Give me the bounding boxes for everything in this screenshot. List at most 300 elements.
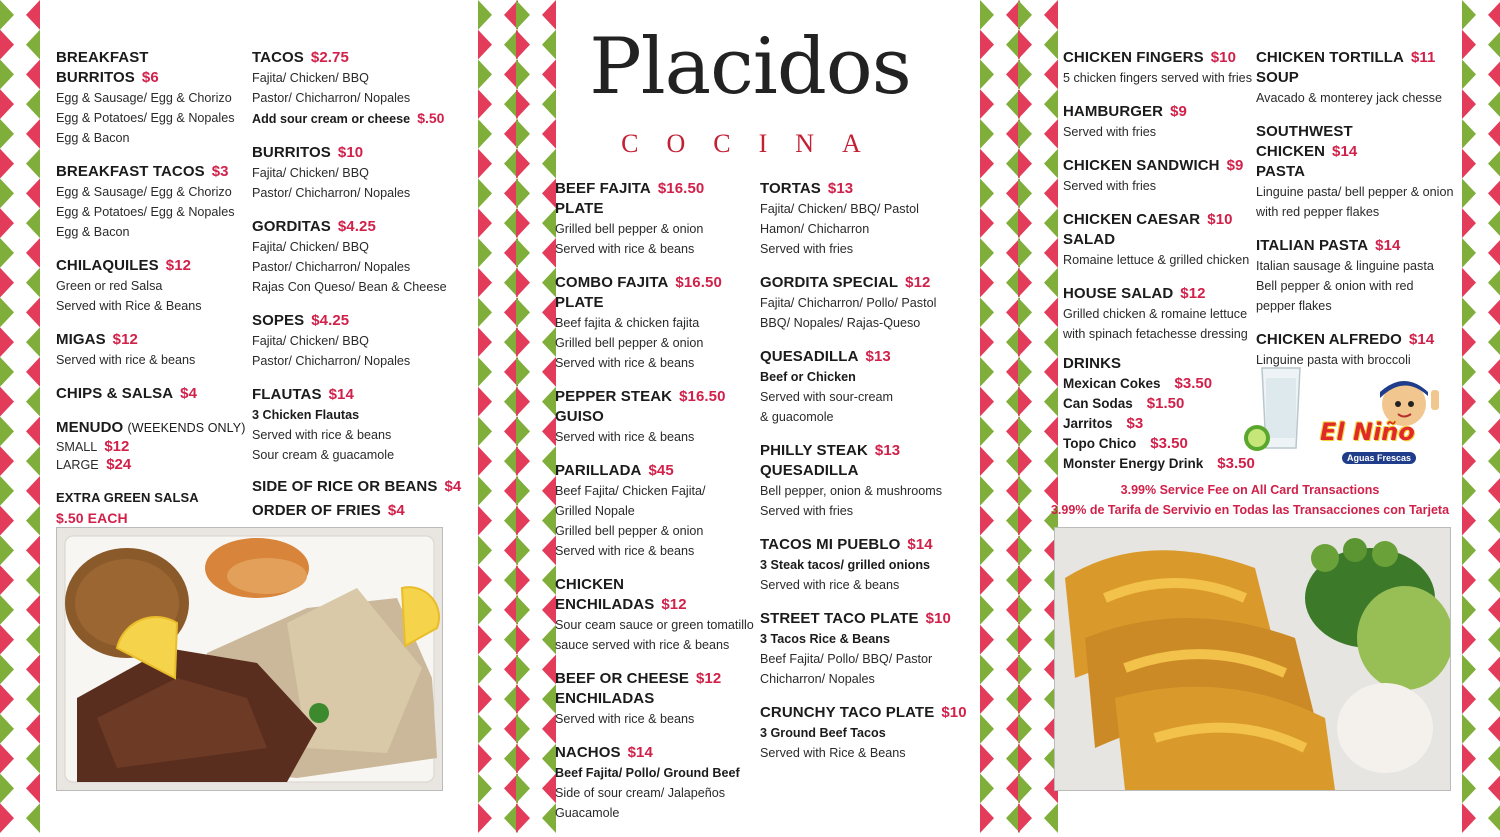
item-description: Pastor/ Chicharron/ Nopales — [252, 91, 411, 105]
border-triangle — [542, 208, 556, 238]
border-triangle — [980, 357, 994, 387]
border-triangle — [478, 60, 492, 90]
border-triangle — [478, 0, 492, 30]
border-triangle — [26, 625, 40, 655]
border-triangle — [478, 298, 492, 328]
border-triangle — [1462, 774, 1476, 804]
item-price: $12 — [695, 670, 722, 687]
item-name-row — [760, 609, 970, 629]
menu-item — [760, 703, 970, 763]
border-triangle — [26, 149, 40, 179]
border-triangle — [1018, 89, 1032, 119]
menu-item — [56, 162, 246, 242]
item-description: Fajita/ Chicken/ BBQ — [252, 166, 369, 180]
border-triangle — [1488, 714, 1500, 744]
side-name: ORDER OF FRIES — [252, 502, 381, 519]
border-triangle — [1018, 476, 1032, 506]
item-description: Served with Rice & Beans — [760, 746, 906, 760]
item-description: pepper flakes — [1256, 299, 1332, 313]
item-highlight: 3 Chicken Flautas — [252, 408, 360, 422]
item-price: $13 — [865, 348, 891, 365]
border-triangle — [478, 565, 492, 595]
border-triangle — [1462, 179, 1476, 209]
item-name: ITALIAN PASTA — [1256, 237, 1369, 254]
item-name-row — [1256, 48, 1456, 68]
item-name: TORTAS — [760, 180, 821, 197]
menu-item — [555, 575, 755, 655]
item-description: Grilled chicken & romaine lettuce — [1063, 307, 1248, 321]
item-name-row — [555, 743, 755, 763]
item-price: $3 — [211, 163, 229, 180]
menu-item — [555, 461, 755, 561]
border-triangle — [0, 446, 14, 476]
item-name-row — [760, 179, 970, 199]
border-triangle — [1462, 476, 1476, 506]
menu-item — [252, 48, 467, 129]
border-triangle — [1488, 625, 1500, 655]
item-name: SOPES — [252, 312, 305, 329]
border-triangle — [516, 803, 530, 833]
item-description: Fajita/ Chicken/ BBQ — [252, 334, 369, 348]
border-triangle — [542, 595, 556, 625]
item-name: MIGAS — [56, 331, 106, 348]
border-triangle — [542, 714, 556, 744]
border-triangle — [1044, 238, 1058, 268]
item-description: Served with fries — [1063, 125, 1157, 139]
border-triangle — [1018, 119, 1032, 149]
item-name-row — [760, 703, 970, 723]
border-triangle — [1018, 446, 1032, 476]
item-highlight: 3 Ground Beef Tacos — [760, 726, 886, 740]
border-triangle — [1488, 208, 1500, 238]
menu-item — [56, 48, 246, 148]
item-price: $4.25 — [311, 312, 350, 329]
menu-item — [56, 384, 246, 404]
border-triangle — [516, 387, 530, 417]
item-description: Bell pepper, onion & mushrooms — [760, 484, 943, 498]
border-triangle — [980, 684, 994, 714]
item-price: $10 — [337, 144, 364, 161]
border-triangle — [980, 744, 994, 774]
border-triangle — [1462, 89, 1476, 119]
item-price: $2.75 — [310, 49, 349, 66]
item-price: $45 — [648, 462, 674, 479]
border-triangle — [1462, 149, 1476, 179]
item-name-row — [56, 256, 246, 276]
border-triangle — [1018, 327, 1032, 357]
border-triangle — [478, 327, 492, 357]
item-description: Sour ceam sauce or green tomatillo — [555, 618, 754, 632]
item-addon — [252, 108, 467, 129]
item-name: CHICKEN ENCHILADAS — [555, 576, 655, 613]
addon-text: Add sour cream or cheese — [252, 112, 411, 126]
border-triangle — [1018, 655, 1032, 685]
item-name-cont: SALAD — [1063, 231, 1116, 248]
border-triangle — [1488, 536, 1500, 566]
item-highlight: 3 Tacos Rice & Beans — [760, 632, 890, 646]
item-name-row — [252, 48, 467, 68]
item-name-row — [555, 179, 755, 199]
menu-item — [1063, 210, 1253, 270]
item-name: FLAUTAS — [252, 386, 322, 403]
item-price: $9 — [1226, 157, 1244, 174]
item-name-row — [760, 535, 970, 555]
drink-name: Monster Energy Drink — [1063, 456, 1204, 471]
border-triangle — [542, 684, 556, 714]
item-description: Fajita/ Chicken/ BBQ/ Pastol — [760, 202, 919, 216]
drink-price: $3 — [1126, 415, 1144, 432]
item-name-row — [56, 330, 246, 350]
item-name: CRUNCHY TACO PLATE — [760, 704, 935, 721]
extra-salsa-name: EXTRA GREEN SALSA — [56, 490, 199, 505]
menudo-note: (WEEKENDS ONLY) — [127, 421, 246, 435]
side-item — [252, 477, 467, 497]
border-triangle — [1488, 446, 1500, 476]
item-description: with red pepper flakes — [1256, 205, 1380, 219]
item-name: GORDITA SPECIAL — [760, 274, 899, 291]
item-price: $14 — [1408, 331, 1435, 348]
border-triangle — [980, 119, 994, 149]
border-triangle — [516, 446, 530, 476]
border-triangle — [516, 357, 530, 387]
drink-item — [1063, 374, 1263, 394]
border-triangle — [1018, 417, 1032, 447]
menu-item — [1063, 156, 1253, 196]
border-triangle — [0, 714, 14, 744]
border-triangle — [26, 803, 40, 833]
border-triangle — [1488, 0, 1500, 30]
item-description: Served with fries — [760, 242, 854, 256]
service-fee-spanish: 3.99% de Tarifa de Servivio en Todas las Transacciones con Tarjeta — [1050, 503, 1450, 517]
item-name: PARILLADA — [555, 462, 642, 479]
border-triangle — [26, 298, 40, 328]
border-triangle — [516, 30, 530, 60]
item-price: $10 — [925, 610, 951, 627]
item-description: Served with rice & beans — [555, 356, 695, 370]
border-triangle — [516, 0, 530, 30]
menu-item-menudo — [56, 418, 246, 474]
item-name-row — [56, 384, 246, 404]
border-triangle — [0, 208, 14, 238]
menu-item — [760, 179, 970, 259]
el-nino-logo — [1316, 370, 1446, 470]
border-triangle — [542, 60, 556, 90]
border-triangle — [1488, 149, 1500, 179]
border-triangle — [980, 595, 994, 625]
border-triangle — [516, 89, 530, 119]
drink-item — [1063, 454, 1263, 474]
border-triangle — [0, 655, 14, 685]
border-triangle — [516, 417, 530, 447]
menu-item — [252, 217, 467, 297]
item-price: $14 — [627, 744, 653, 761]
border-triangle — [26, 595, 40, 625]
item-name-row — [760, 273, 970, 293]
border-triangle — [1488, 595, 1500, 625]
item-description: Served with rice & beans — [555, 242, 695, 256]
item-name-row — [760, 347, 970, 367]
border-triangle — [1018, 684, 1032, 714]
item-name-row — [252, 385, 467, 405]
side-price: $4 — [444, 478, 462, 495]
item-description: Fajita/ Chicken/ BBQ — [252, 71, 369, 85]
border-triangle — [1044, 298, 1058, 328]
divider-pattern-2 — [516, 0, 556, 833]
border-triangle — [542, 774, 556, 804]
border-triangle — [980, 208, 994, 238]
border-triangle — [26, 357, 40, 387]
border-triangle — [542, 506, 556, 536]
border-triangle — [1488, 744, 1500, 774]
border-triangle — [980, 714, 994, 744]
border-triangle — [478, 387, 492, 417]
item-price: $6 — [141, 69, 159, 86]
border-triangle — [1488, 565, 1500, 595]
border-triangle — [1488, 476, 1500, 506]
border-triangle — [980, 565, 994, 595]
drink-name: Topo Chico — [1063, 436, 1137, 451]
border-triangle — [1488, 387, 1500, 417]
item-name: CHICKEN TORTILLA — [1256, 49, 1404, 66]
border-triangle — [0, 684, 14, 714]
border-triangle — [1018, 536, 1032, 566]
service-fee-english: 3.99% Service Fee on All Card Transactions — [1120, 483, 1380, 497]
brand-title: Placidos — [589, 22, 911, 112]
border-triangle — [542, 565, 556, 595]
border-triangle — [516, 714, 530, 744]
menudo-small-label: SMALL — [56, 440, 97, 454]
border-triangle — [26, 565, 40, 595]
drink-price: $3.50 — [1217, 455, 1255, 472]
left-border-pattern — [0, 0, 40, 833]
border-triangle — [26, 506, 40, 536]
item-description: Served with fries — [760, 504, 854, 518]
border-triangle — [0, 595, 14, 625]
border-triangle — [1018, 803, 1032, 833]
side-item — [252, 501, 467, 521]
border-triangle — [26, 714, 40, 744]
border-triangle — [0, 0, 14, 30]
item-description: Egg & Sausage/ Egg & Chorizo — [56, 91, 232, 105]
item-description: Linguine pasta with broccoli — [1256, 353, 1411, 367]
border-triangle — [1044, 89, 1058, 119]
border-triangle — [1018, 0, 1032, 30]
menu-item — [1256, 48, 1456, 108]
border-triangle — [1488, 179, 1500, 209]
border-triangle — [1488, 417, 1500, 447]
item-description: with spinach fetachesse dressing — [1063, 327, 1248, 341]
item-name: COMBO FAJITA — [555, 274, 669, 291]
border-triangle — [542, 179, 556, 209]
item-description: BBQ/ Nopales/ Rajas-Queso — [760, 316, 921, 330]
border-triangle — [1488, 60, 1500, 90]
border-triangle — [542, 0, 556, 30]
item-description: Pastor/ Chicharron/ Nopales — [252, 186, 411, 200]
border-triangle — [0, 357, 14, 387]
border-triangle — [1462, 417, 1476, 447]
border-triangle — [0, 30, 14, 60]
middle-column-2 — [760, 179, 970, 777]
border-triangle — [26, 536, 40, 566]
item-description: Served with rice & beans — [555, 712, 695, 726]
border-triangle — [1462, 803, 1476, 833]
item-name-cont: PLATE — [555, 294, 604, 311]
border-triangle — [516, 744, 530, 774]
border-triangle — [980, 536, 994, 566]
border-triangle — [980, 506, 994, 536]
border-triangle — [516, 149, 530, 179]
menu-item — [555, 743, 755, 823]
border-triangle — [516, 684, 530, 714]
border-triangle — [26, 179, 40, 209]
item-price: $14 — [1332, 143, 1358, 160]
item-description: Italian sausage & linguine pasta — [1256, 259, 1434, 273]
border-triangle — [1462, 655, 1476, 685]
border-triangle — [1462, 60, 1476, 90]
item-name-cont: PASTA — [1256, 163, 1306, 180]
border-triangle — [980, 89, 994, 119]
border-triangle — [1488, 327, 1500, 357]
item-name: QUESADILLA — [760, 348, 859, 365]
item-highlight: 3 Steak tacos/ grilled onions — [760, 558, 931, 572]
border-triangle — [516, 60, 530, 90]
item-description: Linguine pasta/ bell pepper & onion — [1256, 185, 1454, 199]
border-triangle — [1018, 357, 1032, 387]
item-description: sauce served with rice & beans — [555, 638, 730, 652]
side-price: $4 — [387, 502, 405, 519]
item-name: CHIPS & SALSA — [56, 385, 174, 402]
item-name: PEPPER STEAK — [555, 388, 673, 405]
border-triangle — [1462, 506, 1476, 536]
item-name: BREAKFAST BURRITOS — [56, 49, 149, 86]
border-triangle — [980, 268, 994, 298]
border-triangle — [1018, 774, 1032, 804]
item-description: Served with sour-cream — [760, 390, 893, 404]
border-triangle — [26, 208, 40, 238]
item-description: Pastor/ Chicharron/ Nopales — [252, 260, 411, 274]
border-triangle — [1018, 595, 1032, 625]
item-name: CHICKEN CAESAR — [1063, 211, 1201, 228]
border-triangle — [1462, 714, 1476, 744]
border-triangle — [980, 774, 994, 804]
item-name-row — [1063, 48, 1253, 68]
drink-item — [1063, 394, 1263, 414]
drink-name: Jarritos — [1063, 416, 1113, 431]
item-description: Served with rice & beans — [760, 578, 900, 592]
item-price: $12 — [1180, 285, 1206, 302]
drinks-section — [1063, 354, 1263, 474]
item-name-row — [1256, 236, 1456, 256]
menu-item — [252, 385, 467, 465]
border-triangle — [1018, 744, 1032, 774]
border-triangle — [980, 298, 994, 328]
border-triangle — [1018, 298, 1032, 328]
right-column-2 — [1256, 48, 1456, 384]
border-triangle — [478, 744, 492, 774]
menu-item — [1256, 122, 1456, 222]
border-triangle — [542, 417, 556, 447]
item-name-row — [1063, 156, 1253, 176]
border-triangle — [542, 446, 556, 476]
border-triangle — [516, 595, 530, 625]
border-triangle — [542, 30, 556, 60]
item-highlight: Beef or Chicken — [760, 370, 856, 384]
border-triangle — [478, 625, 492, 655]
border-triangle — [478, 238, 492, 268]
drink-price: $1.50 — [1146, 395, 1185, 412]
item-description: Grilled Nopale — [555, 504, 635, 518]
drink-name: Can Sodas — [1063, 396, 1133, 411]
border-triangle — [0, 119, 14, 149]
border-triangle — [1488, 268, 1500, 298]
border-triangle — [1018, 387, 1032, 417]
item-description: Egg & Sausage/ Egg & Chorizo — [56, 185, 232, 199]
item-price: $16.50 — [675, 274, 722, 291]
border-triangle — [478, 506, 492, 536]
border-triangle — [1488, 238, 1500, 268]
border-triangle — [1018, 565, 1032, 595]
menu-item — [252, 143, 467, 203]
border-triangle — [0, 298, 14, 328]
item-name: BEEF FAJITA — [555, 180, 651, 197]
item-name: TACOS MI PUEBLO — [760, 536, 901, 553]
border-triangle — [542, 149, 556, 179]
menu-item — [555, 273, 755, 373]
border-triangle — [516, 476, 530, 506]
border-triangle — [1462, 625, 1476, 655]
border-triangle — [1462, 446, 1476, 476]
border-triangle — [980, 0, 994, 30]
menu-item — [1063, 102, 1253, 142]
item-description: Avacado & monterey jack chesse — [1256, 91, 1442, 105]
item-name-row — [555, 461, 755, 481]
menu-item — [56, 330, 246, 370]
drinks-title: DRINKS — [1063, 355, 1122, 372]
border-triangle — [542, 89, 556, 119]
border-triangle — [1462, 119, 1476, 149]
item-price: $14 — [328, 386, 354, 403]
item-description: Served with rice & beans — [252, 428, 392, 442]
border-triangle — [0, 149, 14, 179]
border-triangle — [980, 655, 994, 685]
border-triangle — [1462, 268, 1476, 298]
border-triangle — [1488, 89, 1500, 119]
item-name-row — [252, 217, 467, 237]
border-triangle — [1018, 60, 1032, 90]
border-triangle — [542, 655, 556, 685]
border-triangle — [26, 0, 40, 30]
border-triangle — [26, 89, 40, 119]
border-triangle — [26, 684, 40, 714]
item-name: BREAKFAST TACOS — [56, 163, 205, 180]
item-name: CHICKEN SANDWICH — [1063, 157, 1220, 174]
menu-item — [760, 441, 970, 521]
item-name: CHILAQUILES — [56, 257, 159, 274]
border-triangle — [980, 446, 994, 476]
border-triangle — [980, 179, 994, 209]
item-name-row — [760, 441, 970, 461]
item-price: $9 — [1170, 103, 1187, 120]
border-triangle — [980, 327, 994, 357]
border-triangle — [542, 327, 556, 357]
border-triangle — [478, 89, 492, 119]
menu-item — [1256, 236, 1456, 316]
item-description: Egg & Bacon — [56, 225, 130, 239]
item-price: $14 — [907, 536, 933, 553]
border-triangle — [1018, 179, 1032, 209]
menu-item — [252, 311, 467, 371]
item-price: $12 — [661, 596, 687, 613]
